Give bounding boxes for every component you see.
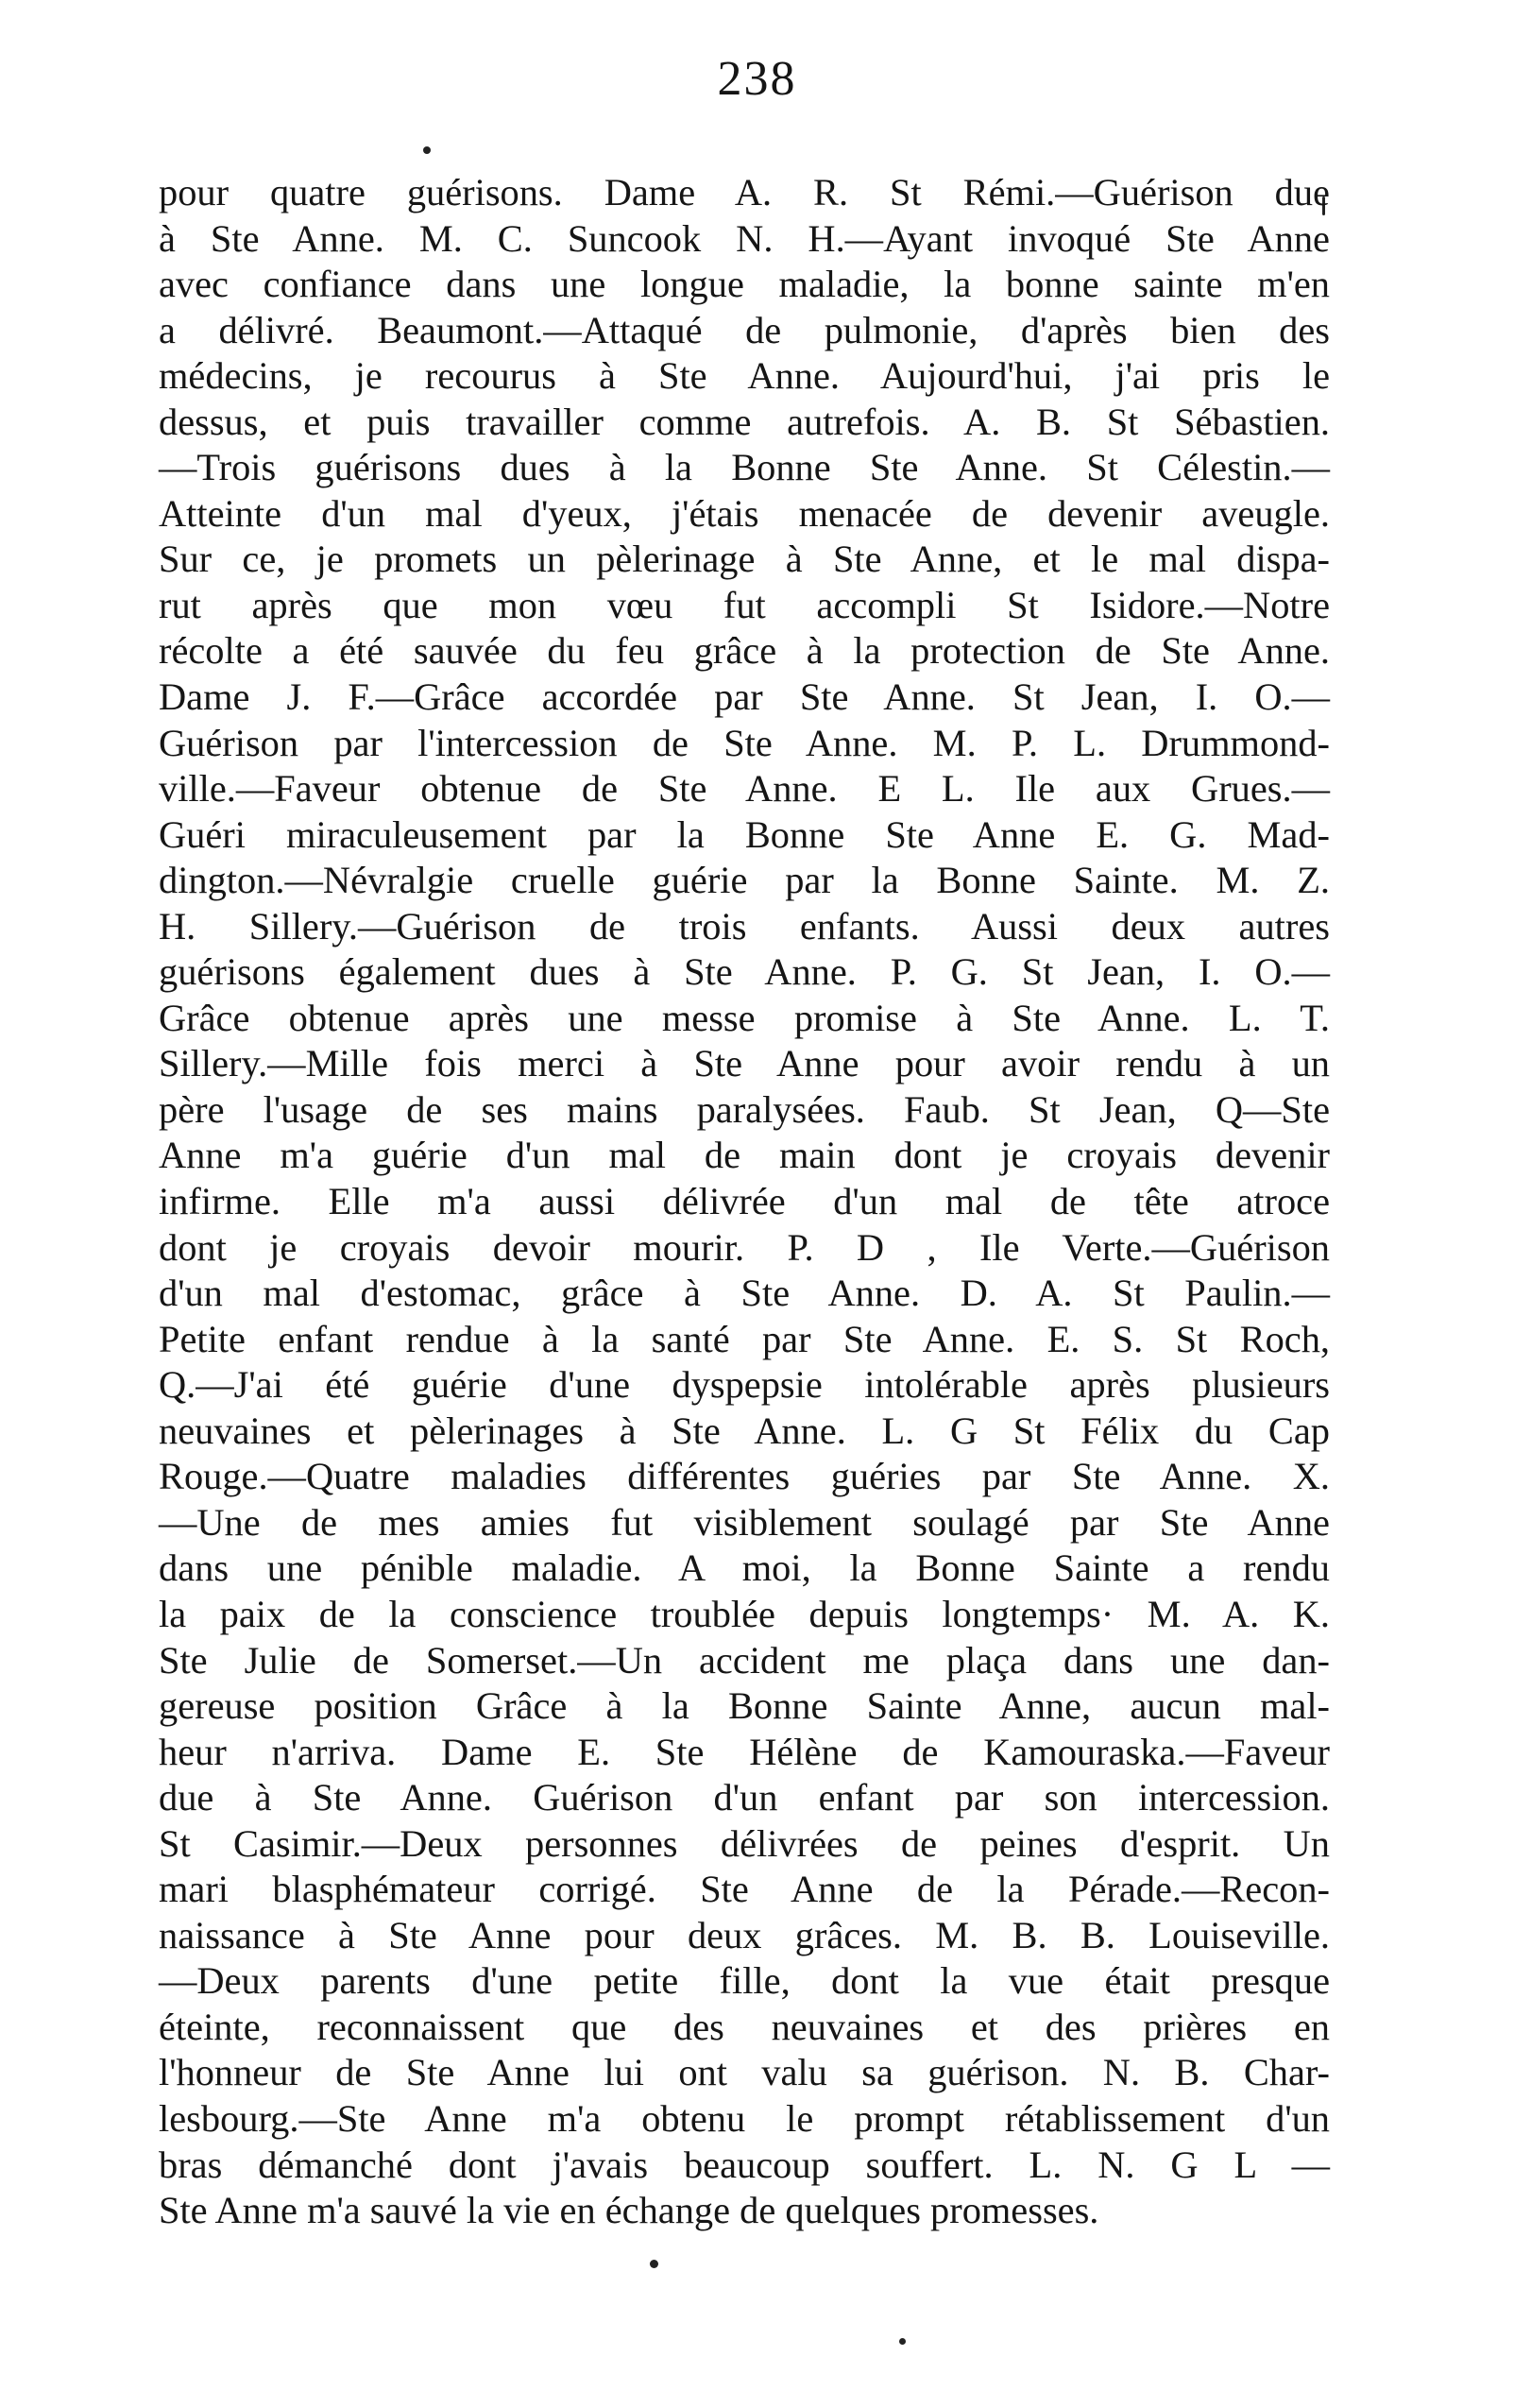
text-line: père l'usage de ses mains paralysées. Faub. St Jean, Q—Ste	[159, 1087, 1330, 1131]
text-line: Rouge.—Quatre maladies différentes guéries par Ste Anne. X.	[159, 1455, 1330, 1498]
page-number: 238	[717, 52, 797, 106]
text-line: Q.—J'ai été guérie d'une dyspepsie intolérable après plusieurs	[159, 1363, 1330, 1407]
text-line: a délivré. Beaumont.—Attaqué de pulmonie, d'après bien des	[159, 308, 1330, 351]
text-line: ville.—Faveur obtenue de Ste Anne. E L. Ile aux Grues.—	[159, 767, 1330, 811]
text-line: dington.—Névralgie cruelle guérie par la Bonne Sainte. M. Z.	[159, 859, 1330, 902]
text-line: rut après que mon vœu fut accompli St Isidore.—Notre	[159, 583, 1330, 626]
text-line: la paix de la conscience troublée depuis longtemps· M. A. K.	[159, 1592, 1330, 1635]
text-line: guérisons également dues à Ste Anne. P. G. St Jean, I. O.—	[159, 950, 1330, 994]
ink-speck	[650, 2260, 658, 2268]
text-line: pour quatre guérisons. Dame A. R. St Rémi.—Guérison due	[159, 171, 1330, 213]
body-text	[159, 170, 1330, 2234]
text-line: lesbourg.—Ste Anne m'a obtenu le prompt rétablissement d'un	[159, 2096, 1330, 2140]
text-line: récolte a été sauvée du feu grâce à la protection de Ste Anne.	[159, 629, 1330, 673]
text-line: H. Sillery.—Guérison de trois enfants. Aussi deux autres	[159, 904, 1330, 948]
text-line: Guéri miraculeusement par la Bonne Ste Anne E. G. Mad-	[159, 812, 1330, 856]
text-line: l'honneur de Ste Anne lui ont valu sa guérison. N. B. Char-	[159, 2051, 1330, 2094]
text-line: Guérison par l'intercession de Ste Anne. M. P. L. Drummond-	[159, 721, 1330, 764]
text-line: —Trois guérisons dues à la Bonne Ste Anne. St Célestin.—	[159, 446, 1330, 489]
text-line: mari blasphémateur corrigé. Ste Anne de la Pérade.—Recon-	[159, 1868, 1330, 1911]
text-line: d'un mal d'estomac, grâce à Ste Anne. D. A. St Paulin.—	[159, 1272, 1330, 1315]
text-line: —Deux parents d'une petite fille, dont la vue était presque	[159, 1959, 1330, 2003]
text-line: médecins, je recourus à Ste Anne. Aujourd'hui, j'ai pris le	[159, 354, 1330, 398]
text-line: dont je croyais devoir mourir. P. D , Ile Verte.—Guérison	[159, 1225, 1330, 1269]
text-line: due à Ste Anne. Guérison d'un enfant par son intercession.	[159, 1776, 1330, 1819]
text-line: gereuse position Grâce à la Bonne Sainte Anne, aucun mal-	[159, 1684, 1330, 1728]
text-line: à Ste Anne. M. C. Suncook N. H.—Ayant invoqué Ste Anne	[159, 216, 1330, 260]
text-line: Grâce obtenue après une messe promise à Ste Anne. L. T.	[159, 996, 1330, 1039]
text-line: bras démanché dont j'avais beaucoup souffert. L. N. G L —	[159, 2143, 1330, 2186]
ink-speck	[899, 2338, 906, 2345]
ink-speck	[423, 146, 431, 154]
text-line: naissance à Ste Anne pour deux grâces. M. B. B. Louiseville.	[159, 1913, 1330, 1956]
text-line: dessus, et puis travailler comme autrefois. A. B. St Sébastien.	[159, 400, 1330, 443]
text-line: Sillery.—Mille fois merci à Ste Anne pour avoir rendu à un	[159, 1042, 1330, 1085]
text-line: infirme. Elle m'a aussi délivrée d'un mal de tête atroce	[159, 1180, 1330, 1223]
text-line: heur n'arriva. Dame E. Ste Hélène de Kamouraska.—Faveur	[159, 1730, 1330, 1773]
text-line: Anne m'a guérie d'un mal de main dont je croyais devenir	[159, 1134, 1330, 1177]
text-line: éteinte, reconnaissent que des neuvaines et des prières en	[159, 2005, 1330, 2048]
text-line: Ste Anne m'a sauvé la vie en échange de quelques promesses.	[159, 2189, 1099, 2232]
text-line: avec confiance dans une longue maladie, la bonne sainte m'en	[159, 263, 1330, 306]
text-line: St Casimir.—Deux personnes délivrées de peines d'esprit. Un	[159, 1821, 1330, 1865]
text-line: Petite enfant rendue à la santé par Ste Anne. E. S. St Roch,	[159, 1317, 1330, 1360]
text-line: dans une pénible maladie. A moi, la Bonne Sainte a rendu	[159, 1546, 1330, 1590]
text-line: Sur ce, je promets un pèlerinage à Ste Anne, et le mal dispa-	[159, 538, 1330, 581]
text-line: neuvaines et pèlerinages à Ste Anne. L. G St Félix du Cap	[159, 1409, 1330, 1452]
text-line: —Une de mes amies fut visiblement soulagé par Ste Anne	[159, 1500, 1330, 1544]
text-line: Ste Julie de Somerset.—Un accident me plaça dans une dan-	[159, 1638, 1330, 1682]
text-line: Dame J. F.—Grâce accordée par Ste Anne. St Jean, I. O.—	[159, 675, 1330, 719]
text-line: Atteinte d'un mal d'yeux, j'étais menacée de devenir aveugle.	[159, 491, 1330, 535]
